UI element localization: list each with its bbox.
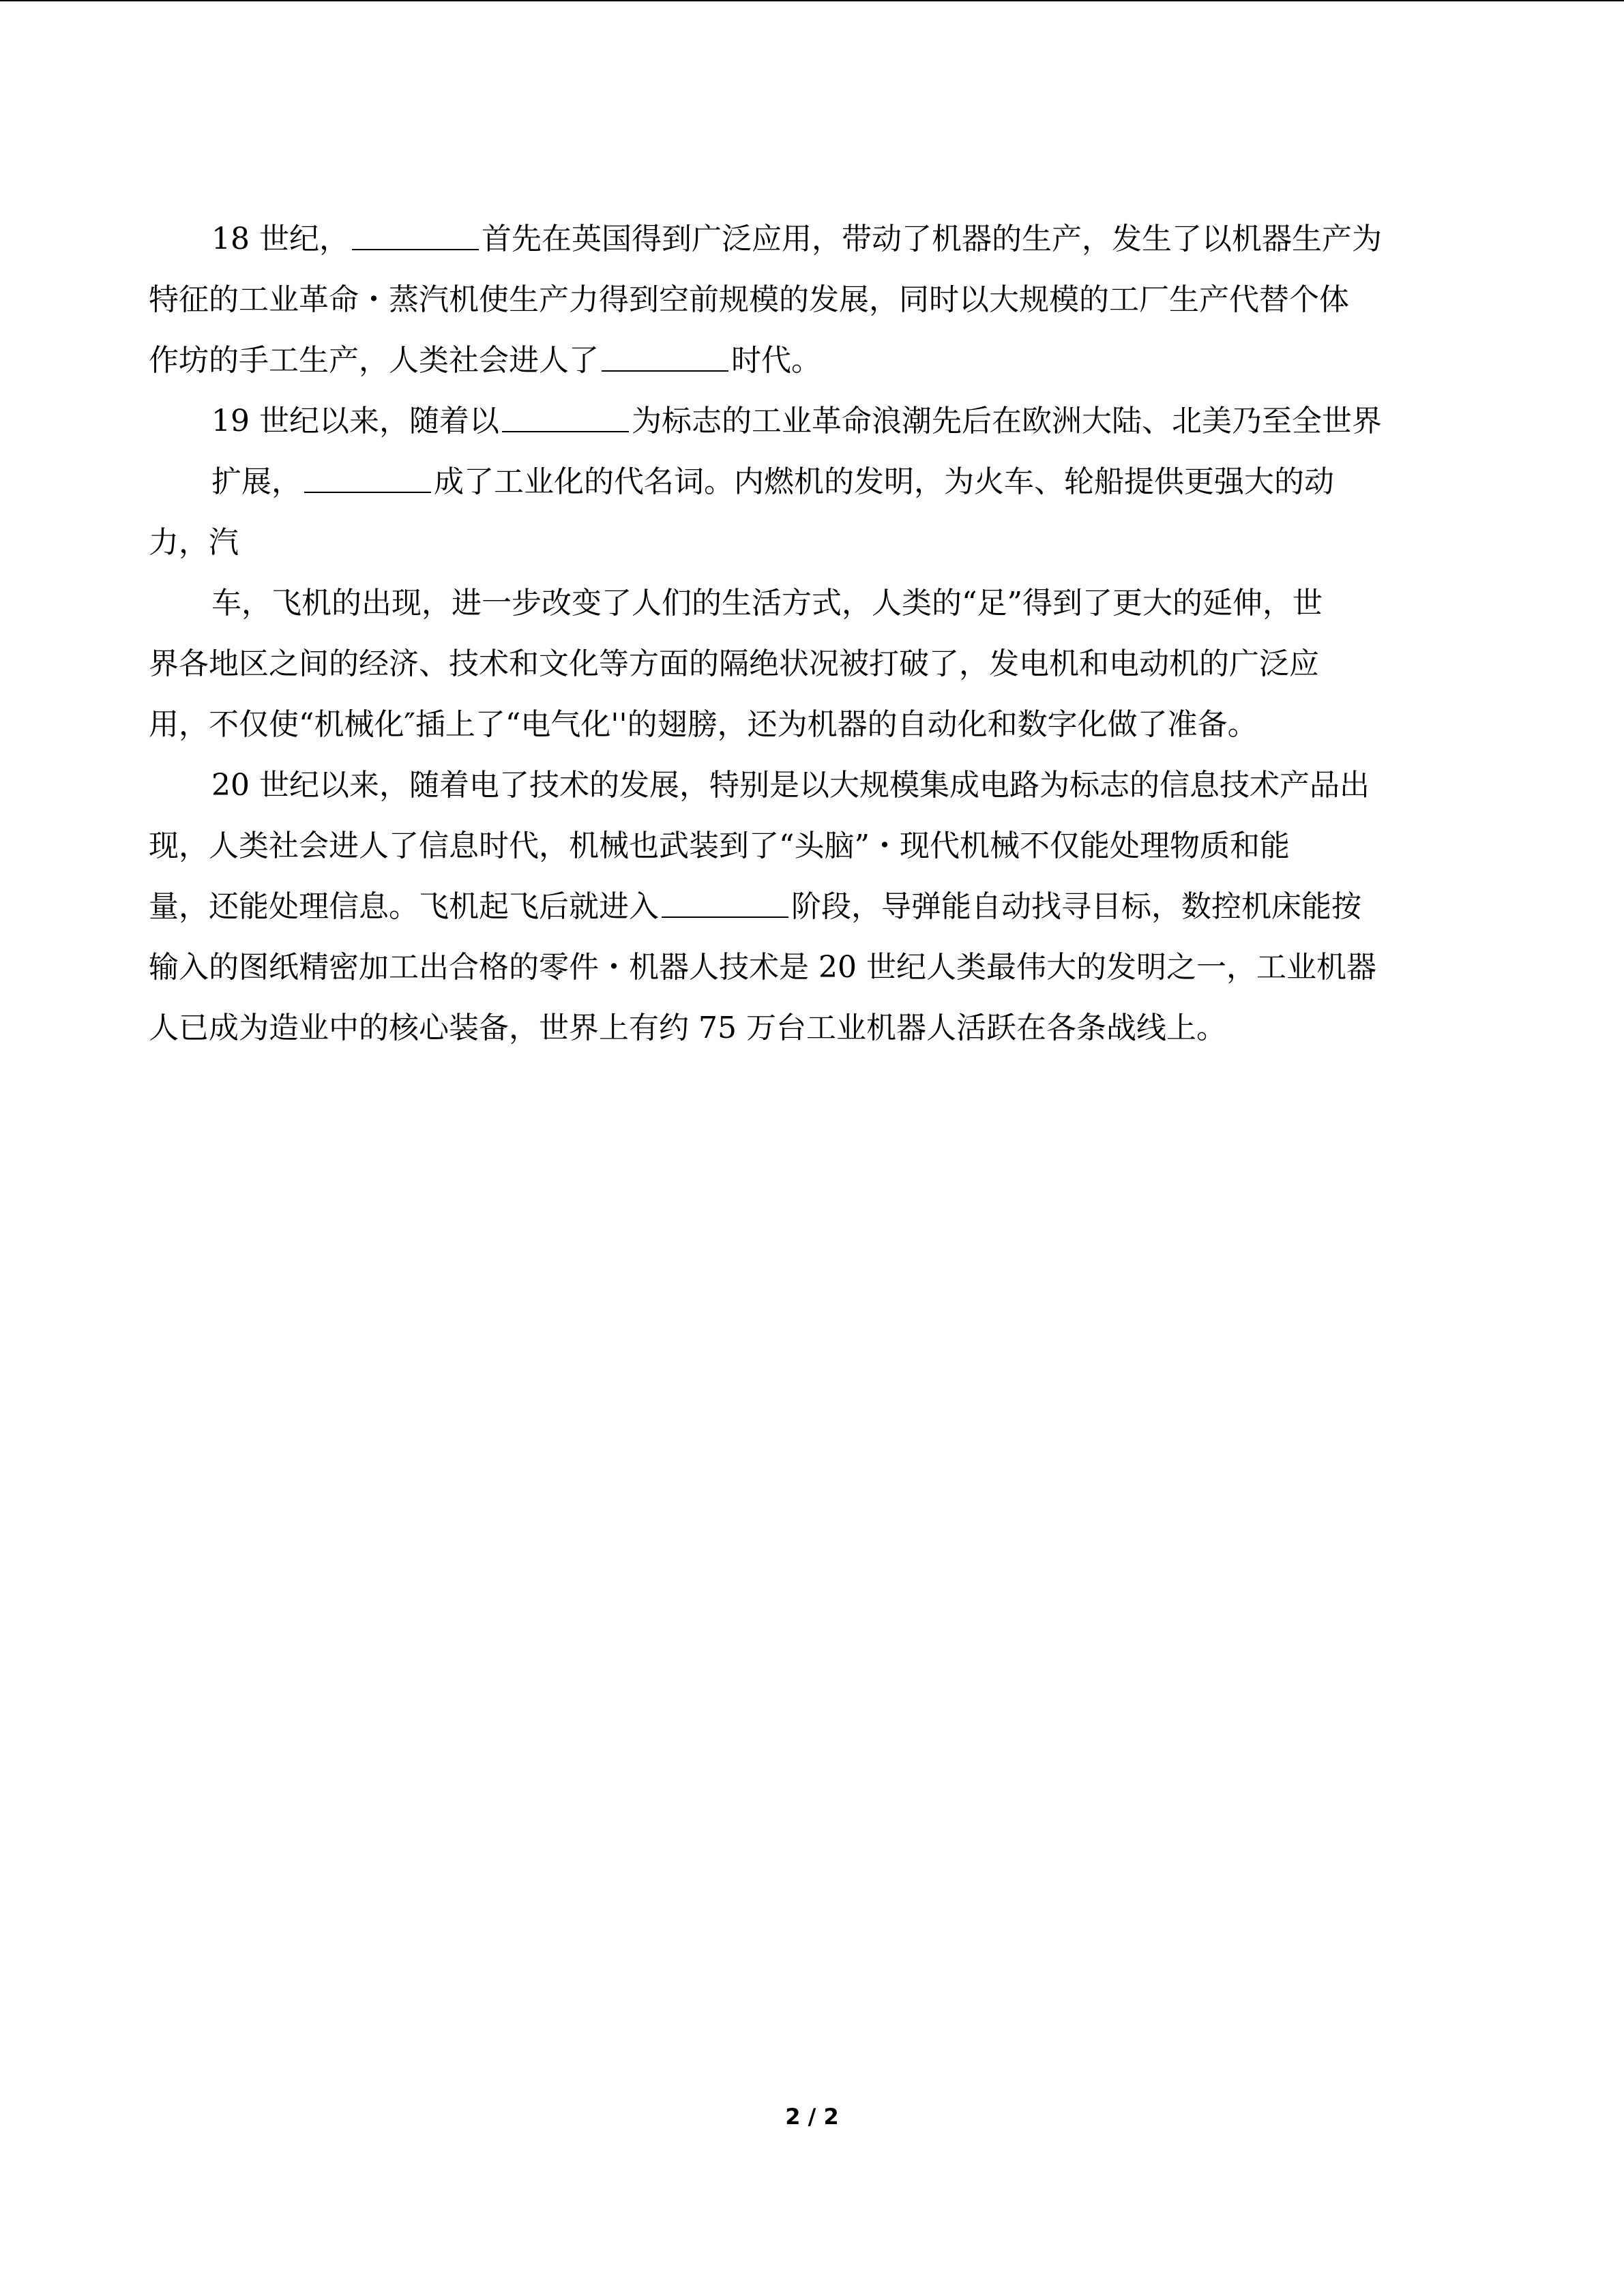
fill-in-blank [304, 462, 431, 493]
text-segment: 20 世纪以来，随着电了技术的发展，特别是以大规模集成电路为标志的信息技术产品出 [211, 768, 1370, 803]
text-segment: 用，不仅使“机械化″插上了“电气化''的翅膀，还为机器的自动化和数字化做了准备。 [149, 707, 1258, 742]
paragraph-4-line-3 [149, 876, 1486, 937]
paragraph-4-line-4 [149, 937, 1486, 998]
paragraph-4-line-5 [149, 998, 1486, 1058]
text-segment: 人已成为造业中的核心装备，世界上有约 75 万台工业机器人活跃在各条战线上。 [149, 1011, 1226, 1045]
text-segment: 首先在英国得到广泛应用，带动了机器的生产，发生了以机器生产为 [481, 222, 1382, 256]
paragraph-2-line-2 [149, 451, 1486, 512]
text-segment: 18 世纪， [211, 222, 349, 256]
paragraph-1-line-2 [149, 269, 1486, 330]
paragraph-2-line-1 [149, 391, 1486, 451]
text-segment: 19 世纪以来，随着以 [211, 404, 499, 438]
text-segment: 力，汽 [149, 525, 239, 560]
paragraph-3-line-2 [149, 633, 1486, 694]
paragraph-1-line-1 [149, 209, 1486, 269]
text-segment: 界各地区之间的经济、技术和文化等方面的隔绝状况被打破了，发电机和电动机的广泛应 [149, 646, 1319, 681]
fill-in-blank [602, 340, 728, 372]
text-segment: 输入的图纸精密加工出合格的零件・机器人技术是 20 世纪人类最伟大的发明之一，工业机器 [149, 950, 1376, 985]
text-segment: 为标志的工业革命浪潮先后在欧洲大陆、北美乃至全世界 [631, 404, 1382, 438]
page-number: 2 / 2 [785, 2104, 839, 2130]
text-segment: 成了工业化的代名词。内燃机的发明，为火车、轮船提供更强大的动 [434, 464, 1334, 499]
text-segment: 特征的工业革命・蒸汽机使生产力得到空前规模的发展，同时以大规模的工厂生产代替个体 [149, 282, 1349, 317]
text-segment: 车，飞机的出现，进一步改变了人们的生活方式，人类的“足”得到了更大的延伸，世 [211, 586, 1323, 621]
paragraph-1-line-3 [149, 330, 1486, 391]
document-body [149, 209, 1486, 1058]
text-segment: 现，人类社会进人了信息时代，机械也武装到了“头脑”・现代机械不仅能处理物质和能 [149, 829, 1290, 863]
text-segment: 扩展， [211, 464, 301, 499]
fill-in-blank [502, 401, 629, 432]
fill-in-blank [352, 219, 479, 250]
paragraph-4-line-1 [149, 755, 1486, 816]
paragraph-3-line-1 [149, 573, 1486, 633]
fill-in-blank [662, 886, 788, 918]
text-segment: 时代。 [731, 343, 821, 378]
text-segment: 作坊的手工生产，人类社会进人了 [149, 343, 599, 378]
paragraph-2-line-3 [149, 512, 1486, 573]
paragraph-3-line-3 [149, 694, 1486, 755]
text-segment: 阶段，导弹能自动找寻目标，数控机床能按 [791, 889, 1361, 924]
paragraph-4-line-2 [149, 816, 1486, 876]
text-segment: 量，还能处理信息。飞机起飞后就进入 [149, 889, 659, 924]
